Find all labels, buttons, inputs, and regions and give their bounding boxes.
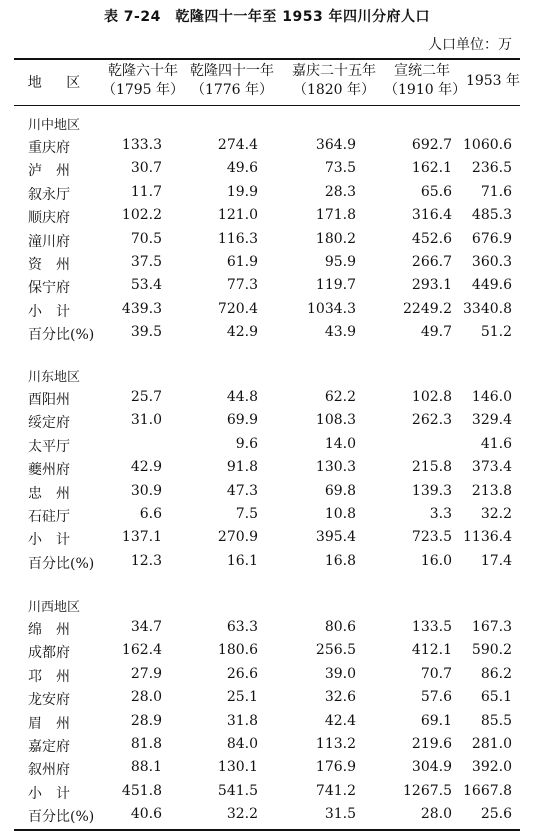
section-heading: 川西地区: [28, 600, 81, 615]
table-row: [0, 137, 534, 160]
cell-value: 676.9: [471, 230, 512, 247]
cell-value: 84.0: [226, 736, 258, 752]
cell-value: 25.7: [130, 389, 162, 405]
row-label: 泸 州: [28, 163, 70, 180]
cell-value: 364.9: [315, 137, 356, 153]
table-row: [0, 666, 534, 689]
cell-value: 65.1: [480, 689, 512, 706]
row-label: 酉阳州: [28, 392, 70, 408]
row-label: 嘉定府: [28, 739, 70, 755]
cell-value: 329.4: [471, 412, 512, 429]
cell-value: 12.3: [130, 552, 162, 569]
cell-value: 16.1: [226, 552, 258, 569]
cell-value: 116.3: [217, 230, 258, 247]
cell-value: 69.9: [226, 412, 258, 429]
cell-value: 53.4: [130, 277, 162, 294]
cell-value: 42.4: [324, 712, 356, 729]
cell-value: 108.3: [315, 412, 356, 429]
cell-value: 119.7: [315, 277, 356, 294]
row-label: 重庆府: [28, 140, 70, 156]
cell-value: 32.2: [480, 506, 512, 522]
cell-value: 270.9: [217, 529, 258, 546]
cell-value: 28.0: [420, 806, 452, 823]
row-label: 小 计: [28, 785, 70, 802]
row-label: 龙安府: [28, 692, 70, 709]
table-title: 表 7-24 乾隆四十一年至 1953 年四川分府人口: [103, 9, 431, 25]
section-heading: 川中地区: [28, 118, 81, 133]
cell-value: 11.7: [130, 183, 162, 200]
cell-value: 43.9: [324, 324, 356, 341]
cell-value: 162.1: [411, 160, 452, 177]
cell-value: 449.6: [471, 277, 512, 294]
cell-value: 65.6: [420, 183, 452, 200]
cell-value: 19.9: [226, 183, 258, 200]
cell-value: 3340.8: [463, 300, 512, 317]
bottom-rule: [14, 829, 520, 831]
cell-value: 130.1: [217, 759, 258, 776]
cell-value: 723.5: [411, 529, 452, 546]
table-row: [0, 184, 534, 207]
table-row: [0, 231, 534, 254]
cell-value: 57.6: [420, 689, 452, 706]
header-rule: [14, 105, 520, 106]
cell-value: 720.4: [217, 300, 258, 317]
cell-value: 6.6: [139, 506, 162, 522]
table-row: [0, 783, 534, 806]
cell-value: 262.3: [411, 412, 452, 429]
cell-value: 1667.8: [463, 782, 512, 799]
cell-value: 2249.2: [403, 300, 452, 317]
cell-value: 17.4: [480, 552, 512, 569]
row-label: 夔州府: [28, 462, 70, 479]
cell-value: 266.7: [411, 254, 452, 270]
cell-value: 26.6: [226, 665, 258, 682]
cell-value: 180.2: [315, 230, 356, 247]
row-label: 成都府: [28, 645, 70, 662]
cell-value: 1267.5: [403, 782, 452, 799]
header-col2-line1: 乾隆四十一年: [190, 63, 274, 79]
cell-value: 146.0: [471, 389, 512, 405]
cell-value: 176.9: [315, 759, 356, 776]
header-col5: 1953 年: [465, 73, 521, 89]
cell-value: 63.3: [226, 619, 258, 635]
top-rule: [14, 58, 520, 60]
cell-value: 16.0: [420, 552, 452, 569]
cell-value: 25.1: [226, 689, 258, 706]
cell-value: 31.5: [324, 806, 356, 823]
cell-value: 452.6: [411, 230, 452, 247]
cell-value: 25.6: [480, 806, 512, 823]
row-label: 叙永厅: [28, 186, 70, 203]
row-label: 百分比(%): [28, 809, 95, 826]
cell-value: 88.1: [130, 759, 162, 776]
cell-value: 133.3: [121, 137, 162, 153]
header-area: 地 区: [27, 75, 91, 91]
cell-value: 28.3: [324, 183, 356, 200]
cell-value: 171.8: [315, 207, 356, 224]
table-row: [0, 324, 534, 347]
cell-value: 7.5: [235, 506, 258, 522]
table-row: [0, 277, 534, 300]
table-row: [0, 160, 534, 183]
cell-value: 139.3: [411, 482, 452, 499]
table-row: [0, 301, 534, 324]
cell-value: 281.0: [471, 736, 512, 752]
table-row: [0, 483, 534, 506]
header-col3-line2: （1820 年）: [292, 82, 376, 98]
row-label: 邛 州: [28, 668, 70, 685]
cell-value: 219.6: [411, 736, 452, 752]
table-row: [0, 736, 534, 759]
cell-value: 256.5: [315, 642, 356, 659]
cell-value: 39.5: [130, 324, 162, 341]
table-row: [0, 553, 534, 576]
cell-value: 47.3: [226, 482, 258, 499]
cell-value: 692.7: [411, 137, 452, 153]
table-row: [0, 436, 534, 459]
cell-value: 32.6: [324, 689, 356, 706]
cell-value: 451.8: [121, 782, 162, 799]
cell-value: 28.9: [130, 712, 162, 729]
unit-label: 人口单位：万: [428, 37, 512, 53]
cell-value: 121.0: [217, 207, 258, 224]
cell-value: 86.2: [480, 665, 512, 682]
row-label: 小 计: [28, 303, 70, 320]
cell-value: 49.7: [420, 324, 452, 341]
cell-value: 81.8: [130, 736, 162, 752]
table-row: [0, 459, 534, 482]
cell-value: 70.5: [130, 230, 162, 247]
cell-value: 37.5: [130, 254, 162, 270]
cell-value: 102.8: [411, 389, 452, 405]
cell-value: 30.9: [130, 482, 162, 499]
cell-value: 130.3: [315, 459, 356, 476]
cell-value: 102.2: [121, 207, 162, 224]
cell-value: 293.1: [411, 277, 452, 294]
cell-value: 73.5: [324, 160, 356, 177]
header-col2-line2: （1776 年）: [190, 82, 274, 98]
table-row: [0, 412, 534, 435]
table-row: [0, 207, 534, 230]
header-col1: [100, 62, 186, 104]
cell-value: 44.8: [226, 389, 258, 405]
header-col1-line2: （1795 年）: [101, 82, 185, 98]
cell-value: 80.6: [324, 619, 356, 635]
table-row: [0, 713, 534, 736]
row-label: 忠 州: [28, 485, 70, 502]
cell-value: 162.4: [121, 642, 162, 659]
cell-value: 69.8: [324, 482, 356, 499]
row-label: 百分比(%): [28, 327, 95, 344]
row-label: 保宁府: [28, 280, 70, 297]
cell-value: 91.8: [226, 459, 258, 476]
cell-value: 304.9: [411, 759, 452, 776]
table-row: [0, 529, 534, 552]
row-label: 眉 州: [28, 715, 70, 732]
cell-value: 10.8: [324, 506, 356, 522]
cell-value: 51.2: [480, 324, 512, 341]
table-row: [0, 389, 534, 412]
row-label: 百分比(%): [28, 555, 95, 572]
cell-value: 167.3: [471, 619, 512, 635]
table-row: [0, 506, 534, 529]
table-row: [0, 759, 534, 782]
cell-value: 95.9: [324, 254, 356, 270]
header-col3-line1: 嘉庆二十五年: [292, 63, 376, 79]
header-col3: [286, 62, 382, 104]
cell-value: 1034.3: [307, 300, 356, 317]
cell-value: 236.5: [471, 160, 512, 177]
cell-value: 392.0: [471, 759, 512, 776]
cell-value: 741.2: [315, 782, 356, 799]
row-label: 石砫厅: [28, 509, 70, 525]
cell-value: 16.8: [324, 552, 356, 569]
row-label: 顺庆府: [28, 210, 70, 227]
cell-value: 69.1: [420, 712, 452, 729]
cell-value: 113.2: [315, 736, 356, 752]
cell-value: 360.3: [471, 254, 512, 270]
cell-value: 133.5: [411, 619, 452, 635]
cell-value: 62.2: [324, 389, 356, 405]
row-label: 绥定府: [28, 415, 70, 432]
cell-value: 70.7: [420, 665, 452, 682]
header-col2: [184, 62, 280, 104]
row-label: 叙州府: [28, 762, 70, 779]
cell-value: 71.6: [480, 183, 512, 200]
row-label: 太平厅: [28, 438, 70, 455]
cell-value: 34.7: [130, 619, 162, 635]
cell-value: 215.8: [411, 459, 452, 476]
cell-value: 30.7: [130, 160, 162, 177]
row-label: 绵 州: [28, 622, 70, 638]
cell-value: 3.3: [429, 506, 452, 522]
cell-value: 40.6: [130, 806, 162, 823]
cell-value: 1136.4: [463, 529, 512, 546]
cell-value: 49.6: [226, 160, 258, 177]
cell-value: 395.4: [315, 529, 356, 546]
cell-value: 32.2: [226, 806, 258, 823]
cell-value: 485.3: [471, 207, 512, 224]
cell-value: 274.4: [217, 137, 258, 153]
section-heading: 川东地区: [28, 370, 81, 385]
cell-value: 541.5: [217, 782, 258, 799]
cell-value: 590.2: [471, 642, 512, 659]
row-label: 资 州: [28, 257, 70, 273]
header-col1-line1: 乾隆六十年: [108, 63, 178, 79]
cell-value: 412.1: [411, 642, 452, 659]
header-col4-line2: （1910 年）: [384, 82, 467, 98]
table-row: [0, 642, 534, 665]
cell-value: 77.3: [226, 277, 258, 294]
row-label: 小 计: [28, 532, 70, 549]
cell-value: 61.9: [226, 254, 258, 270]
cell-value: 137.1: [121, 529, 162, 546]
cell-value: 27.9: [130, 665, 162, 682]
cell-value: 373.4: [471, 459, 512, 476]
table-row: [0, 806, 534, 829]
row-label: 潼川府: [28, 233, 70, 250]
cell-value: 28.0: [130, 689, 162, 706]
cell-value: 31.8: [226, 712, 258, 729]
table-row: [0, 619, 534, 642]
header-col4: [384, 62, 467, 104]
cell-value: 180.6: [217, 642, 258, 659]
cell-value: 1060.6: [463, 137, 512, 153]
cell-value: 9.6: [235, 435, 258, 452]
cell-value: 31.0: [130, 412, 162, 429]
table-row: [0, 689, 534, 712]
cell-value: 316.4: [411, 207, 452, 224]
cell-value: 213.8: [471, 482, 512, 499]
cell-value: 41.6: [480, 435, 512, 452]
cell-value: 439.3: [121, 300, 162, 317]
cell-value: 39.0: [324, 665, 356, 682]
table-row: [0, 254, 534, 277]
header-col4-line1: 宣统二年: [394, 63, 450, 79]
cell-value: 85.5: [480, 712, 512, 729]
cell-value: 42.9: [130, 459, 162, 476]
cell-value: 42.9: [226, 324, 258, 341]
cell-value: 14.0: [324, 435, 356, 452]
